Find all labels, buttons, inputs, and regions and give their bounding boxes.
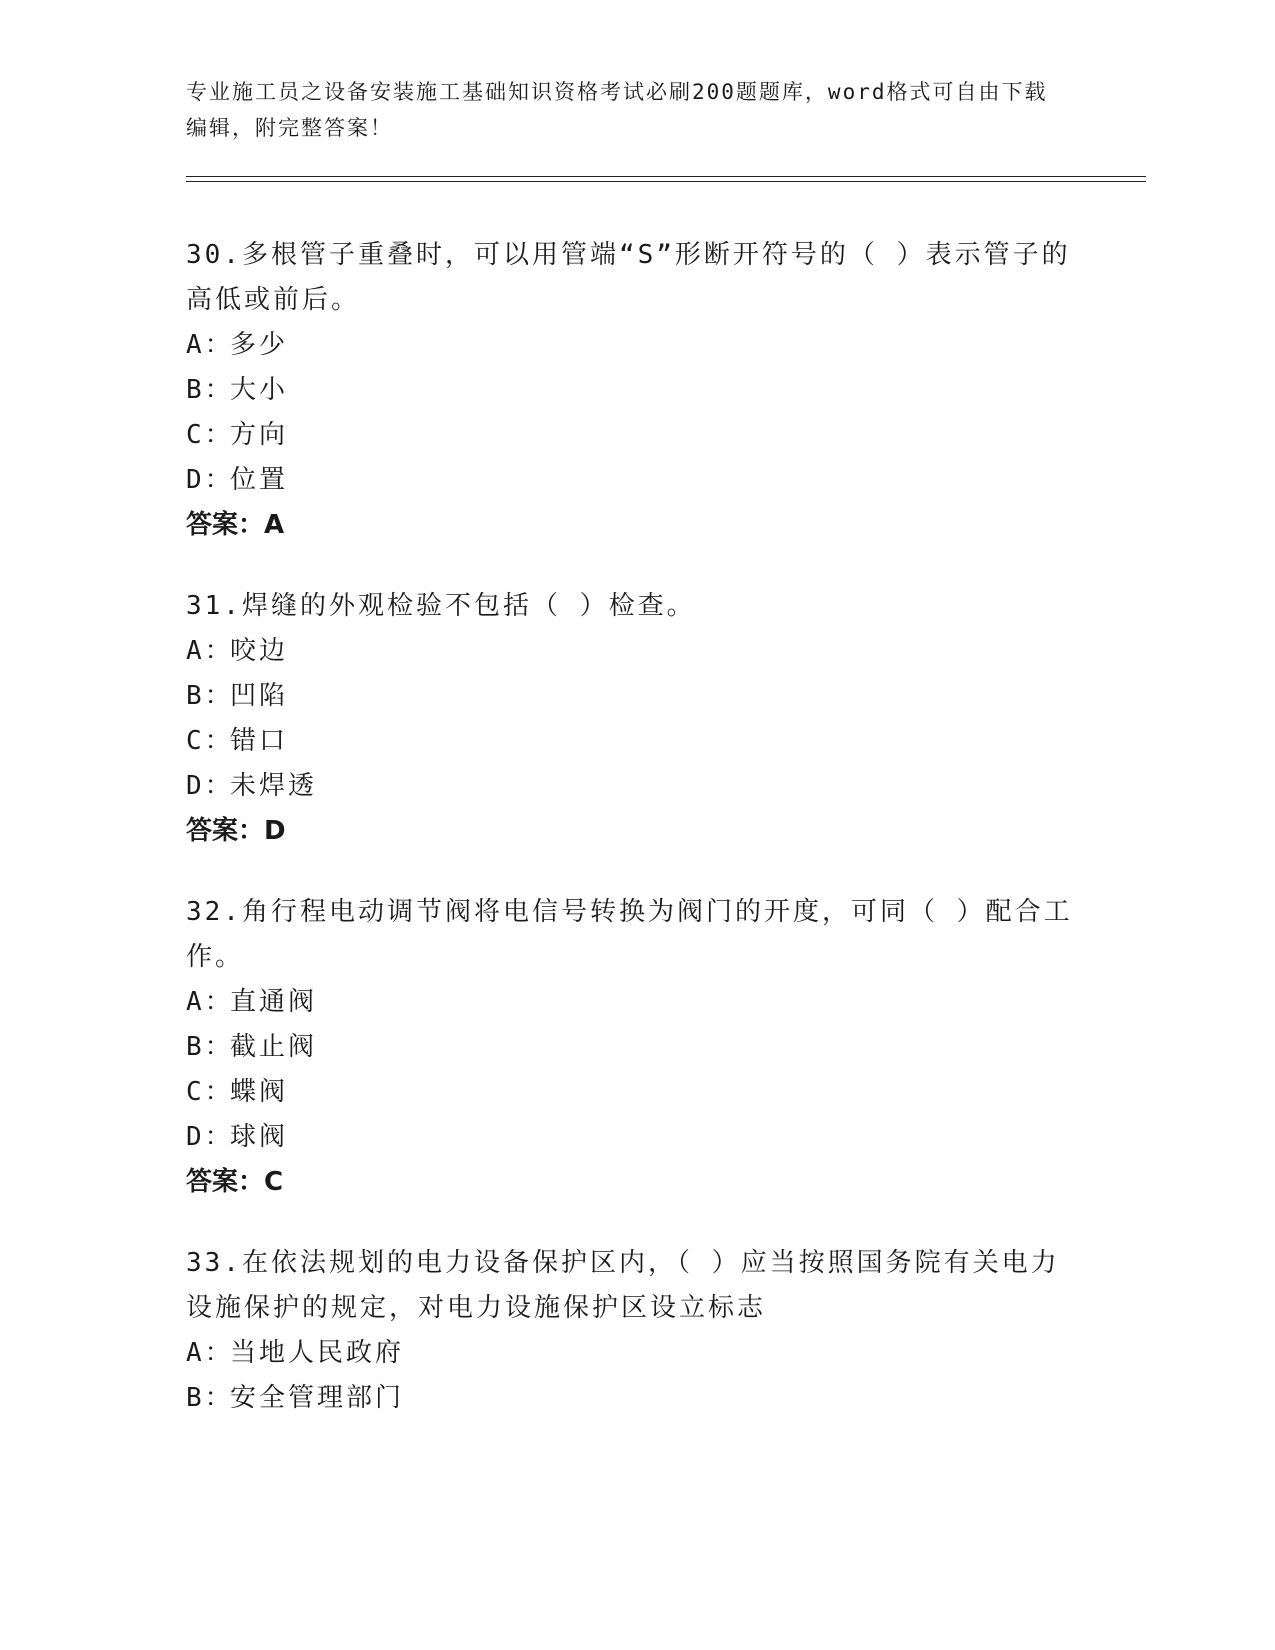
- question-31: [186, 584, 1086, 854]
- option-c: [186, 719, 1086, 764]
- option-c: [186, 1070, 1086, 1115]
- option-b: [186, 368, 1086, 413]
- option-letter: B：: [186, 375, 234, 405]
- option-text: 球阀: [230, 1122, 289, 1152]
- question-stem: 33.在依法规划的电力设备保护区内，（ ）应当按照国务院有关电力设施保护的规定，对电力设施保护区设立标志: [186, 1248, 1060, 1323]
- option-letter: C：: [186, 1077, 234, 1107]
- option-letter: D：: [186, 771, 234, 801]
- option-letter: B：: [186, 1032, 234, 1062]
- option-b: [186, 1025, 1086, 1070]
- option-d: [186, 1115, 1086, 1160]
- option-text: 大小: [230, 375, 289, 405]
- document-header-title: 专业施工员之设备安装施工基础知识资格考试必刷200题题库，word格式可自由下载编辑，附完整答案！: [186, 80, 1048, 140]
- option-text: 位置: [230, 465, 289, 495]
- option-letter: B：: [186, 681, 234, 711]
- option-a: [186, 1331, 1086, 1376]
- answer-label: 答案：D: [186, 816, 286, 846]
- option-text: 未焊透: [230, 771, 318, 801]
- option-letter: A：: [186, 330, 234, 360]
- option-text: 多少: [230, 330, 289, 360]
- question-30: [186, 233, 1086, 548]
- option-letter: D：: [186, 1122, 234, 1152]
- question-32: [186, 890, 1086, 1205]
- option-letter: B：: [186, 1383, 234, 1413]
- option-text: 安全管理部门: [230, 1383, 405, 1413]
- answer-label: 答案：A: [186, 510, 285, 540]
- option-text: 凹陷: [230, 681, 289, 711]
- option-text: 蝶阀: [230, 1077, 289, 1107]
- option-letter: C：: [186, 420, 234, 450]
- option-a: [186, 323, 1086, 368]
- question-stem: 31.焊缝的外观检验不包括（ ）检查。: [186, 591, 696, 621]
- option-a: [186, 629, 1086, 674]
- header-divider-top: [186, 176, 1146, 177]
- option-letter: D：: [186, 465, 234, 495]
- option-a: [186, 980, 1086, 1025]
- option-text: 截止阀: [230, 1032, 318, 1062]
- answer-label: 答案：C: [186, 1167, 284, 1197]
- option-letter: C：: [186, 726, 234, 756]
- question-33: [186, 1241, 1086, 1421]
- question-stem: 30.多根管子重叠时，可以用管端“S”形断开符号的（ ）表示管子的高低或前后。: [186, 240, 1071, 315]
- option-text: 方向: [230, 420, 289, 450]
- option-b: [186, 1376, 1086, 1421]
- question-stem: 32.角行程电动调节阀将电信号转换为阀门的开度，可同（ ）配合工作。: [186, 897, 1073, 972]
- option-letter: A：: [186, 1338, 234, 1368]
- option-letter: A：: [186, 987, 234, 1017]
- question-list: [186, 233, 1086, 1457]
- option-c: [186, 413, 1086, 458]
- option-b: [186, 674, 1086, 719]
- option-text: 错口: [230, 726, 289, 756]
- option-d: [186, 458, 1086, 503]
- header-divider-bottom: [186, 181, 1146, 182]
- option-text: 直通阀: [230, 987, 318, 1017]
- option-letter: A：: [186, 636, 234, 666]
- option-text: 咬边: [230, 636, 289, 666]
- option-text: 当地人民政府: [230, 1338, 405, 1368]
- option-d: [186, 764, 1086, 809]
